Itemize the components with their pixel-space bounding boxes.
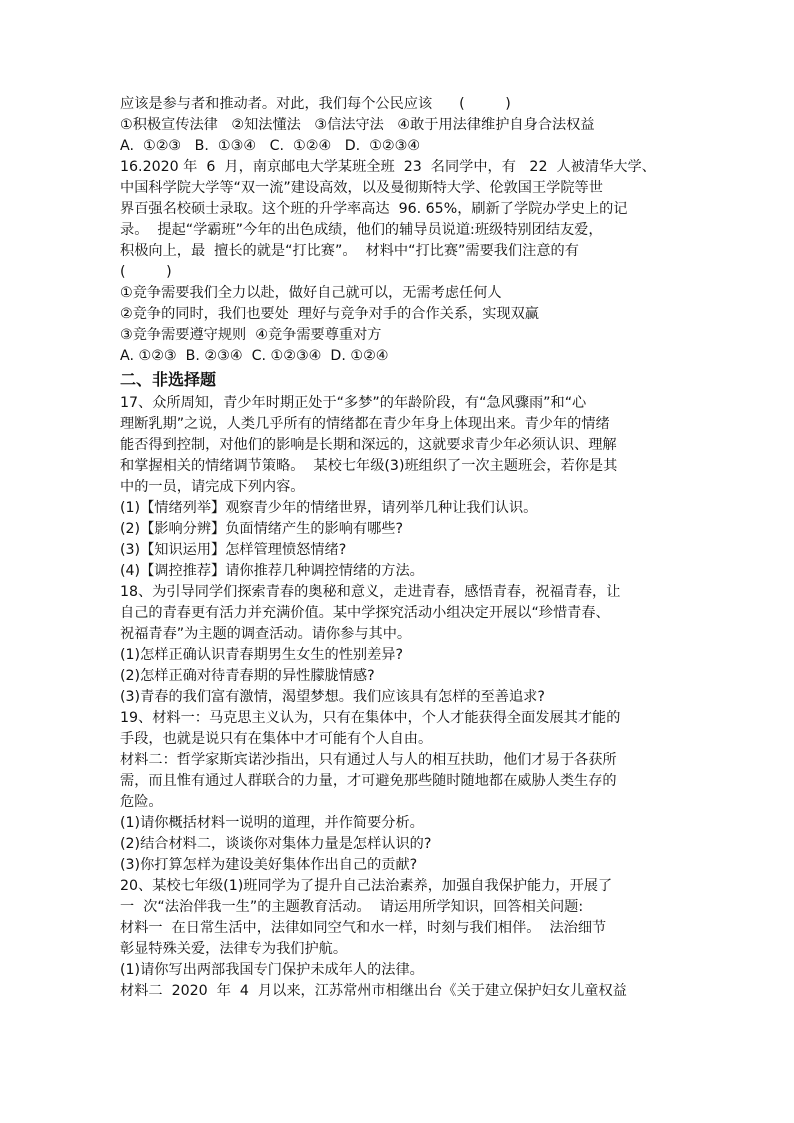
text-line: (3)你打算怎样为建设美好集体作出自己的贡献? xyxy=(120,857,418,873)
text-line: 祝福青春”为主题的调查活动。请你参与其中。 xyxy=(120,626,412,642)
text-line: (2)【影响分辨】负面情绪产生的影响有哪些? xyxy=(120,521,404,537)
text-line: 需，而且惟有通过人群联合的力量，才可避免那些随时随地都在威胁人类生存的 xyxy=(120,773,617,789)
text-line: (1)怎样正确认识青春期男生女生的性别差异? xyxy=(120,647,404,663)
text-line: 材料二：哲学家斯宾诺沙指出，只有通过人与人的相互扶助，他们才易于各获所 xyxy=(120,752,617,768)
text-line: (3)青春的我们富有激情，渴望梦想。我们应该具有怎样的至善追求? xyxy=(120,689,545,705)
section-heading: 二、非选择题 xyxy=(120,370,217,389)
text-line: 界百强名校硕士录取。这个班的升学率高达 96. 65%，刷新了学院办学史上的记 xyxy=(120,201,628,217)
text-line: 手段，也就是说只有在集体中才可能有个人自由。 xyxy=(120,731,433,747)
question-block-15-16 xyxy=(120,94,680,367)
document-page xyxy=(120,94,680,1002)
text-line: (1)【情绪列举】观察青少年的情绪世界，请列举几种让我们认识。 xyxy=(120,500,538,516)
text-line: 和掌握相关的情绪调节策略。 某校七年级(3)班组织了一次主题班会，若你是其 xyxy=(120,458,618,474)
text-line: ①积极宣传法律 ②知法懂法 ③信法守法 ④敢于用法律维护自身合法权益 xyxy=(120,117,595,133)
text-line: 18、为引导同学们探索青春的奥秘和意义，走进青春，感悟青春，祝福青春，让 xyxy=(120,584,621,600)
text-line: ①竞争需要我们全力以赴，做好自己就可以，无需考虑任何人 xyxy=(120,285,502,301)
text-line: (4)【调控推荐】请你推荐几种调控情绪的方法。 xyxy=(120,563,424,579)
text-line: ②竞争的同时，我们也要处 理好与竞争对手的合作关系，实现双赢 xyxy=(120,306,539,322)
text-line: (1)请你写出两部我国专门保护未成年人的法律。 xyxy=(120,962,424,978)
text-line: 自己的青春更有活力并充满价值。某中学探究活动小组决定开展以“珍惜青春、 xyxy=(120,605,610,621)
text-line: 16.2020 年 6 月，南京邮电大学某班全班 23 名同学中，有 22 人被清华大学、 xyxy=(120,159,656,175)
text-line: 录。 提起“学霸班”今年的出色成绩，他们的辅导员说道:班级特别团结友爱， xyxy=(120,222,603,238)
text-line: 中国科学院大学等“双一流”建设高效，以及曼彻斯特大学、伦敦国王学院等世 xyxy=(120,180,603,196)
text-line: 材料一 在日常生活中，法律如同空气和水一样，时刻与我们相伴。 法治细节 xyxy=(120,920,607,936)
text-line: (2)怎样正确对待青春期的异性朦胧情感? xyxy=(120,668,375,684)
text-line: 积极向上，最 擅长的就是“打比赛”。 材料中“打比赛”需要我们注意的有 xyxy=(120,243,579,259)
text-line: 中的一员，请完成下列内容。 xyxy=(120,479,305,495)
text-line: 19、材料一：马克思主义认为，只有在集体中，个人才能获得全面发展其才能的 xyxy=(120,710,621,726)
text-line: 材料二 2020 年 4 月以来，江苏常州市相继出台《关于建立保护妇女儿童权益 xyxy=(120,983,627,999)
text-line: A. ①②③ B. ①③④ C. ①②④ D. ①②③④ xyxy=(120,138,421,154)
text-line: 20、某校七年级(1)班同学为了提升自己法治素养，加强自我保护能力，开展了 xyxy=(120,878,613,894)
text-line: 理断乳期”之说，人类几乎所有的情绪都在青少年身上体现出来。青少年的情绪 xyxy=(120,416,610,432)
text-line: (3)【知识运用】怎样管理愤怒情绪? xyxy=(120,542,347,558)
text-line: 一 次“法治伴我一生”的主题教育活动。 请运用所学知识，回答相关问题: xyxy=(120,899,584,915)
text-line: 17、众所周知，青少年时期正处于“多梦”的年龄阶段，有“急风骤雨”和“心 xyxy=(120,395,587,411)
text-line: 彰显特殊关爱，法律专为我们护航。 xyxy=(120,941,348,957)
text-line: 能否得到控制，对他们的影响是长期和深远的，这就要求青少年必须认识、理解 xyxy=(120,437,617,453)
text-line: ( ) xyxy=(120,264,172,280)
text-line: (1)请你概括材料一说明的道理，并作简要分析。 xyxy=(120,815,424,831)
question-block-17-20 xyxy=(120,393,680,1002)
text-line: ③竞争需要遵守规则 ④竞争需要尊重对方 xyxy=(120,327,382,343)
text-line: (2)结合材料二，谈谈你对集体力量是怎样认识的? xyxy=(120,836,432,852)
text-line: A. ①②③ B. ②③④ C. ①②③④ D. ①②④ xyxy=(120,348,389,364)
text-line: 危险。 xyxy=(120,794,163,810)
text-line: 应该是参与者和推动者。对此，我们每个公民应该 ( ) xyxy=(120,96,511,112)
